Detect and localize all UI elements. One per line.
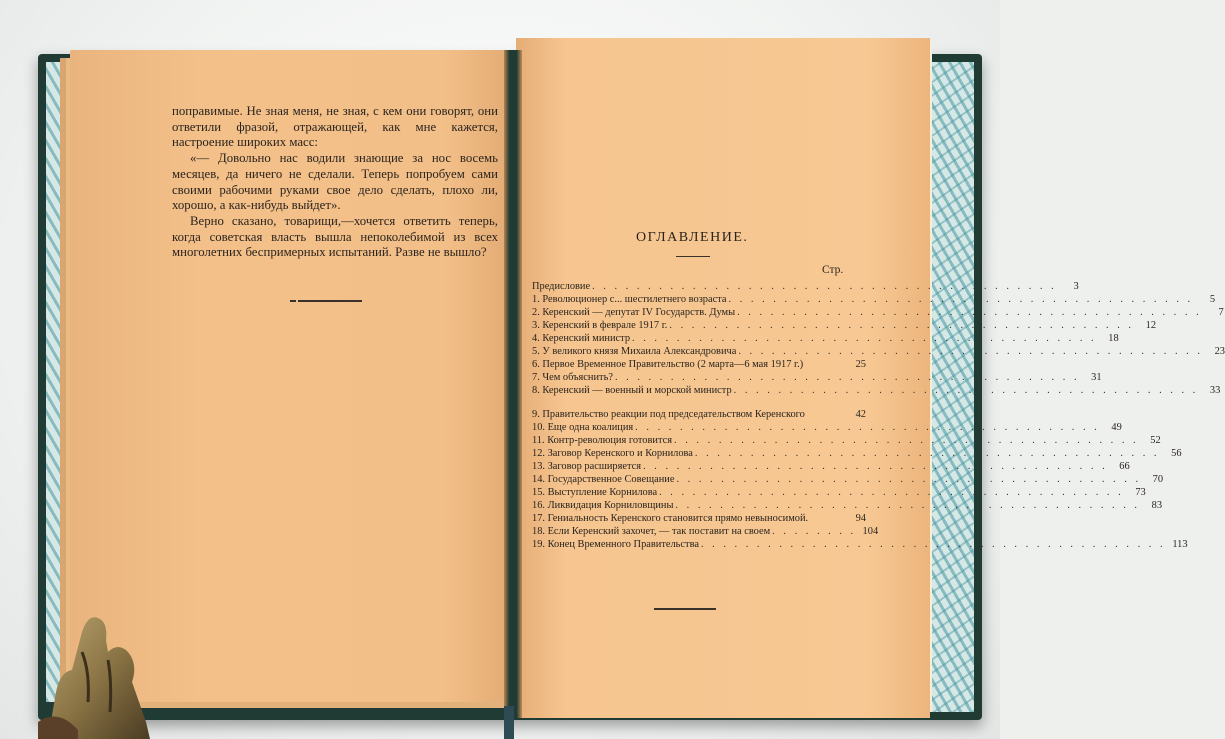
- toc-entry-label: 16. Ликвидация Корниловщины: [532, 500, 674, 511]
- toc-entry-page: 12: [1145, 320, 1157, 331]
- toc-entry-page: 70: [1152, 474, 1164, 485]
- leader-dots: . . . . . . . . . . . . . . . . . . . . . . . . . . . . . . . . . . . . . . . . . .: [738, 346, 1203, 357]
- toc-entry: [532, 292, 1216, 305]
- toc-entry-label: 9. Правительство реакции под председательством Керенского: [532, 409, 805, 420]
- toc-entry-label: 13. Заговор расширяется: [532, 461, 642, 472]
- toc-entry-page: 42: [855, 409, 866, 420]
- leader-dots: . . . . . . . . . . . . . . . . . . . . . . . . . . . . . . . . . . . . . . . . . .: [675, 500, 1141, 511]
- toc-entry-page: 83: [1151, 500, 1163, 511]
- toc-entry-page: 52: [1150, 435, 1161, 446]
- leader-dots: . . . . . . . . . . . . . . . . . . . . . . . . . . . . . . . . . . . . . . . . . .: [659, 487, 1124, 498]
- left-page-text: [172, 104, 498, 261]
- leader-dots: . . . . . . . . . . . . . . . . . . . . . . . . . . . . . . . . . . . . . . . . . .: [643, 461, 1108, 472]
- leader-dots: . . . . . . . . . . . . . . . . . . . . . . . . . . . . . . . . . . . . . . . . . .: [614, 372, 1080, 383]
- toc-entry-label: 4. Керенский министр: [532, 333, 631, 344]
- end-ornament: [298, 300, 362, 302]
- toc-entry-label: 17. Гениальность Керенского становится прямо невыносимой.: [532, 513, 809, 524]
- toc-entry-label: 10. Еще одна коалиция: [532, 422, 634, 433]
- toc-entry: [532, 396, 866, 420]
- leader-dots: . . . . . . . . . . . . . . . . . . . . . . . . . . . . . . . . . . . . . . . . . .: [632, 333, 1097, 344]
- bookmark-ribbon: [504, 706, 514, 739]
- leader-dots: . . . . . . . . . . . . . . . . . . . . . . . . . . . . . . . . . . . . . . . . . .: [694, 448, 1160, 459]
- toc-entry-label: 3. Керенский в феврале 1917 г.: [532, 320, 668, 331]
- toc-title: ОГЛАВЛЕНИЕ.: [636, 230, 749, 245]
- toc-entry-label: 19. Конец Временного Правительства: [532, 539, 699, 550]
- toc-entry: [532, 305, 1224, 318]
- toc-entry-page: 49: [1111, 422, 1122, 433]
- toc-entry-page: 66: [1119, 461, 1130, 472]
- book-gutter: [504, 50, 522, 718]
- page-column-header: Стр.: [822, 264, 844, 276]
- paragraph: Верно сказано, товарищи,—хочется ответить теперь, когда советская власть вышла непоколебимой из всех многолетних беспримерных испытаний. Разве не вышло?: [172, 213, 498, 260]
- leader-dots: . . . . . . . . . . . . . . . . . . . . . . . . . . . . . . . . . . . . . . . . . .: [700, 539, 1166, 550]
- toc-entry: [532, 524, 879, 537]
- toc-entry: [532, 383, 1221, 396]
- toc-entry: [532, 357, 866, 370]
- toc-entry-label: 6. Первое Временное Правительство (2 марта—6 мая 1917 г.): [532, 359, 804, 370]
- toc-entry-label: 7. Чем объяснить?: [532, 372, 613, 383]
- paragraph: «— Довольно нас водили знающие за нос восемь месяцев, да ничего не сделали. Теперь попробуем сами своими рабочими руками свое дело сделать, плохо ли, хорошо, а как-нибудь выйдет».: [172, 151, 498, 213]
- toc-entry-page: 23: [1214, 346, 1225, 357]
- leader-dots: . . . . . . . . . . . . . . . . . . . . . . . . . . . . . . . . . . . . . . . . . .: [676, 474, 1142, 485]
- toc-entry-label: 5. У великого князя Михаила Александровича: [532, 346, 737, 357]
- toc-entry: [532, 511, 866, 524]
- toc-entry-page: 18: [1108, 333, 1119, 344]
- toc-entry-label: 18. Если Керенский захочет, — так поставит на своем: [532, 526, 771, 537]
- toc-entry-page: 5: [1209, 294, 1216, 305]
- toc-entry: [532, 420, 1122, 433]
- toc-entry-page: 104: [862, 526, 879, 537]
- toc-entry: [532, 472, 1164, 485]
- toc-entry: [532, 331, 1119, 344]
- toc-entry: [532, 459, 1130, 472]
- toc-entry: [532, 318, 1157, 331]
- toc-entry: [532, 446, 1182, 459]
- toc-entry: [532, 498, 1163, 511]
- leader-dots: . . . . . . . . . . . . . . . . . . . . . . . . . . . . . . . . . . . . . . . . . .: [733, 385, 1199, 396]
- toc-entry-page: 31: [1091, 372, 1102, 383]
- leader-dots: . . . . . . . .: [772, 526, 857, 537]
- leader-dots: . . . . . . . . . . . . . . . . . . . . . . . . . . . . . . . . . . . . . . . . . .: [728, 294, 1194, 305]
- toc-entry: [532, 537, 1188, 550]
- leader-dots: . . . . . . . . . . . . . . . . . . . . . . . . . . . . . . . . . . . . . . . . . .: [737, 307, 1202, 318]
- bottom-rule: [654, 608, 716, 610]
- toc-entry-page: 3: [1073, 281, 1079, 292]
- toc-entry: [532, 344, 1225, 357]
- table-of-contents: [532, 279, 1225, 550]
- toc-entry: [532, 279, 1079, 292]
- toc-entry-page: 113: [1172, 539, 1188, 550]
- toc-entry-label: 1. Революционер с... шестилетнего возраста: [532, 294, 727, 305]
- title-rule: [676, 256, 710, 257]
- toc-entry-page: 7: [1218, 307, 1224, 318]
- toc-entry-label: 2. Керенский — депутат IV Государств. Думы: [532, 307, 736, 318]
- brass-hand-bookweight-icon: [38, 612, 158, 739]
- toc-entry: [532, 485, 1146, 498]
- toc-entry-label: 15. Выступление Корнилова: [532, 487, 658, 498]
- leader-dots: . . . . . . . . . . . . . . . . . . . . . . . . . . . . . . . . . . . . . . . . . .: [592, 281, 1057, 292]
- toc-entry-page: 25: [855, 359, 866, 370]
- toc-entry-label: 14. Государственное Совещание: [532, 474, 675, 485]
- toc-entry-label: 12. Заговор Керенского и Корнилова: [532, 448, 693, 459]
- toc-entry-label: Предисловие: [532, 281, 591, 292]
- toc-entry-label: 8. Керенский — военный и морской министр: [532, 385, 732, 396]
- toc-entry-page: 73: [1135, 487, 1146, 498]
- toc-entry-page: 33: [1209, 385, 1221, 396]
- toc-entry-label: 11. Контр-революция готовится: [532, 435, 673, 446]
- leader-dots: . . . . . . . . . . . . . . . . . . . . . . . . . . . . . . . . . . . . . . . . . .: [635, 422, 1100, 433]
- toc-entry: [532, 370, 1102, 383]
- leader-dots: . . . . . . . . . . . . . . . . . . . . . . . . . . . . . . . . . . . . . . . . . .: [669, 320, 1135, 331]
- paragraph: поправимые. Не зная меня, не зная, с кем они говорят, они ответили фразой, отражающей, как мне кажется, настроение широких масс:: [172, 104, 498, 150]
- leader-dots: . . . . . . . . . . . . . . . . . . . . . . . . . . . . . . . . . . . . . . . . . .: [674, 435, 1139, 446]
- toc-entry-page: 94: [855, 513, 866, 524]
- toc-entry: [532, 433, 1161, 446]
- toc-entry-page: 56: [1171, 448, 1182, 459]
